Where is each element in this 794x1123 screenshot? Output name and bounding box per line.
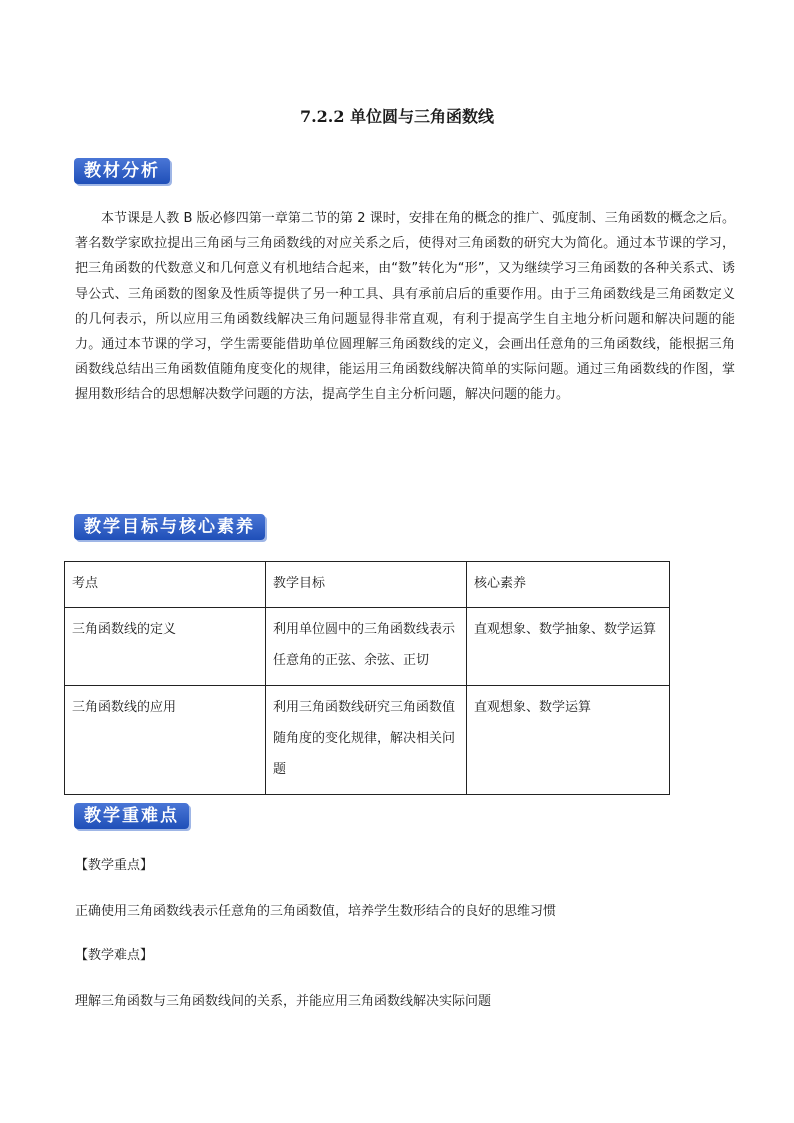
table-row: [65, 608, 670, 686]
analysis-paragraph: 本节课是人教 B 版必修四第一章第二节的第 2 课时，安排在角的概念的推广、弧度制、三角函数的概念之后。著名数学家欧拉提出三角函与三角函数线的对应关系之后，使得对三角函数的研究大为简化。通过本节课的学习，把三角函数的代数意义和几何意义有机地结合起来，由“数”转化为“形”，又为继续学习三角函数的各种关系式、诱导公式、三角函数的图象及性质等提供了另一种工具、具有承前启后的重要作用。由于三角函数线是三角函数定义的几何表示，所以应用三角函数线解决三角问题显得非常直观，有利于提高学生自主地分析问题和解决问题的能力。通过本节课的学习，学生需要能借助单位圆理解三角函数线的定义，会画出任意角的三角函数线，能根据三角函数线总结出三角函数值随角度变化的规律，能运用三角函数线解决简单的实际问题。通过三角函数线的作图，掌握用数形结合的思想解决数学问题的方法，提高学生自主分析问题，解决问题的能力。: [75, 211, 735, 403]
table-cell: 直观想象、数学运算: [467, 686, 670, 795]
difficult-point-text: 理解三角函数与三角函数线间的关系，并能应用三角函数线解决实际问题: [75, 994, 492, 1009]
table-cell: 利用三角函数线研究三角函数值随角度的变化规律，解决相关问题: [266, 686, 467, 795]
table-header-cell: 核心素养: [467, 562, 670, 608]
page-title: 7.2.2 单位圆与三角函数线: [299, 107, 495, 126]
key-point-label: 【教学重点】: [75, 858, 154, 873]
table-header-cell: 教学目标: [266, 562, 467, 608]
goals-table: [64, 561, 670, 795]
section-heading-difficulties: 教学重难点: [74, 803, 189, 829]
table-cell: 三角函数线的定义: [65, 608, 266, 686]
key-point-text: 正确使用三角函数线表示任意角的三角函数值，培养学生数形结合的良好的思维习惯: [75, 904, 557, 919]
section-heading-analysis: 教材分析: [74, 158, 170, 184]
table-cell: 利用单位圆中的三角函数线表示任意角的正弦、余弦、正切: [266, 608, 467, 686]
table-header-row: [65, 562, 670, 608]
table-header-cell: 考点: [65, 562, 266, 608]
table-cell: 直观想象、数学抽象、数学运算: [467, 608, 670, 686]
difficult-point-label: 【教学难点】: [75, 948, 154, 963]
table-row: [65, 686, 670, 795]
section-heading-goals: 教学目标与核心素养: [74, 514, 265, 540]
table-cell: 三角函数线的应用: [65, 686, 266, 795]
